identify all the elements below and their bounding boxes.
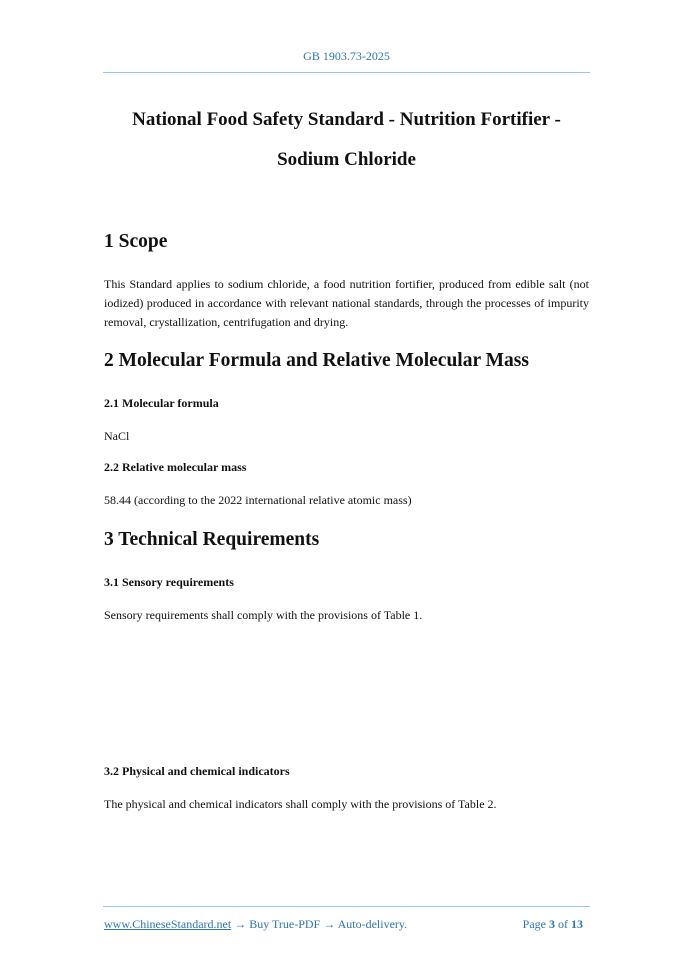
subheading-molecular-formula: 2.1 Molecular formula: [104, 396, 219, 410]
arrow-icon: →: [231, 917, 250, 931]
section-heading-molecular: 2 Molecular Formula and Relative Molecular Mass: [104, 350, 529, 371]
scope-paragraph: This Standard applies to sodium chloride, a food nutrition fortifier, produced from edible salt (not iodized) produced in accordance with relevant national standards, through the processes of impurity removal, crystallization, centrifugation and drying.: [104, 277, 589, 329]
footer-links: [104, 917, 407, 932]
buy-pdf-link[interactable]: Buy True-PDF: [249, 917, 321, 931]
site-link[interactable]: www.ChineseStandard.net: [104, 917, 232, 931]
page-indicator: [480, 917, 583, 932]
sensory-paragraph: Sensory requirements shall comply with the provisions of Table 1.: [104, 608, 423, 622]
of-label: of: [558, 917, 568, 931]
subheading-molecular-mass: 2.2 Relative molecular mass: [104, 460, 247, 474]
running-header: GB 1903.73-2025: [303, 49, 390, 63]
page-number: 3: [549, 917, 555, 931]
section-heading-scope: 1 Scope: [104, 231, 168, 252]
subheading-physchem: 3.2 Physical and chemical indicators: [104, 764, 290, 778]
header-divider: [103, 72, 590, 73]
physchem-paragraph: The physical and chemical indicators shall comply with the provisions of Table 2.: [104, 797, 497, 811]
subheading-sensory: 3.1 Sensory requirements: [104, 575, 234, 589]
section-heading-technical: 3 Technical Requirements: [104, 529, 320, 550]
page-total: 13: [571, 917, 583, 931]
title-line-1: National Food Safety Standard - Nutrition Fortifier -: [132, 109, 561, 130]
footer-divider: [103, 906, 590, 907]
arrow-icon: →: [320, 917, 338, 931]
page-label: Page: [522, 917, 546, 931]
molecular-formula-value: NaCl: [104, 429, 130, 443]
molecular-mass-value: 58.44 (according to the 2022 international relative atomic mass): [104, 493, 412, 507]
document-title: [103, 100, 590, 180]
auto-delivery-text: Auto-delivery.: [337, 917, 408, 931]
title-line-2: Sodium Chloride: [277, 149, 416, 170]
